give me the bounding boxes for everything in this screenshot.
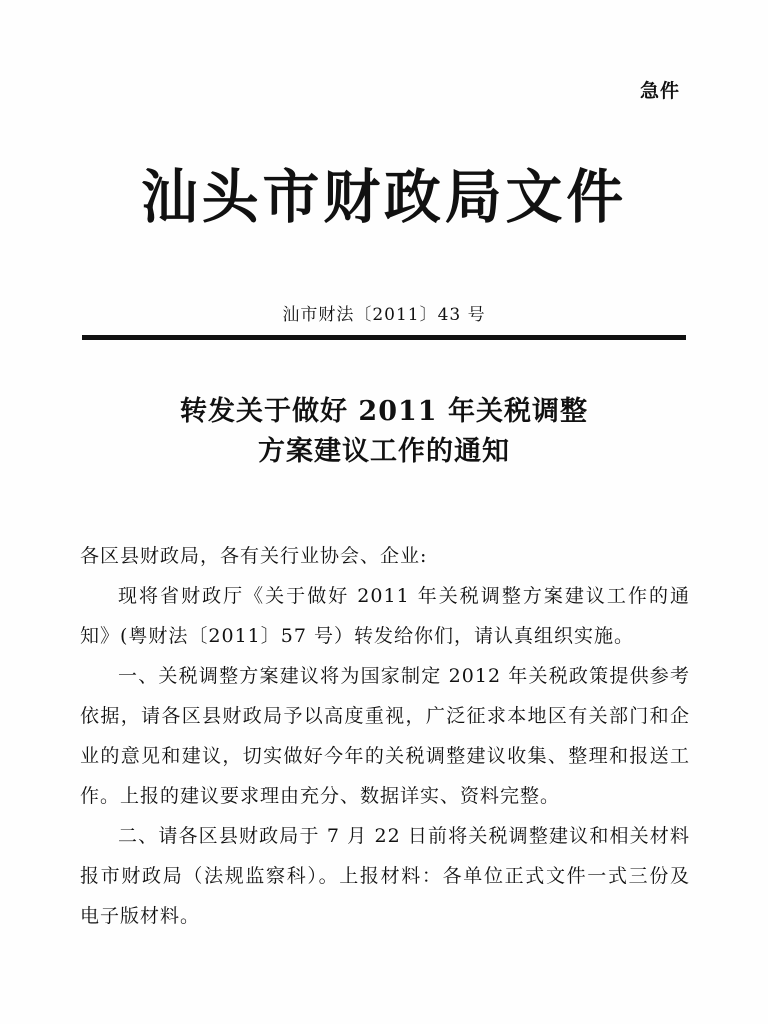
notice-title-line-1: 转发关于做好 2011 年关税调整 — [180, 396, 588, 427]
header-divider — [82, 335, 686, 340]
body-paragraph-3: 二、请各区县财政局于 7 月 22 日前将关税调整建议和相关材料报市财政局（法规监察科）。上报材料：各单位正式文件一式三份及电子版材料。 — [80, 825, 690, 927]
body-paragraph-2: 一、关税调整方案建议将为国家制定 2012 年关税政策提供参考依据，请各区县财政局予以高度重视，广泛征求本地区有关部门和企业的意见和建议，切实做好今年的关税调整建议收集、整理和报送工作。上报的建议要求理由充分、数据详实、资料完整。 — [80, 665, 690, 807]
notice-title — [0, 392, 768, 472]
document-number: 汕市财法〔2011〕43 号 — [282, 305, 486, 325]
notice-title-line-2: 方案建议工作的通知 — [258, 436, 510, 467]
urgent-label: 急件 — [640, 80, 681, 102]
salutation: 各区县财政局，各有关行业协会、企业: — [80, 545, 428, 567]
body-paragraph-1: 现将省财政厅《关于做好 2011 年关税调整方案建议工作的通知》(粤财法〔2011〕57 号）转发给你们，请认真组织实施。 — [80, 585, 690, 647]
notice-body — [80, 536, 690, 936]
document-header-title: 汕头市财政局文件 — [140, 163, 628, 231]
